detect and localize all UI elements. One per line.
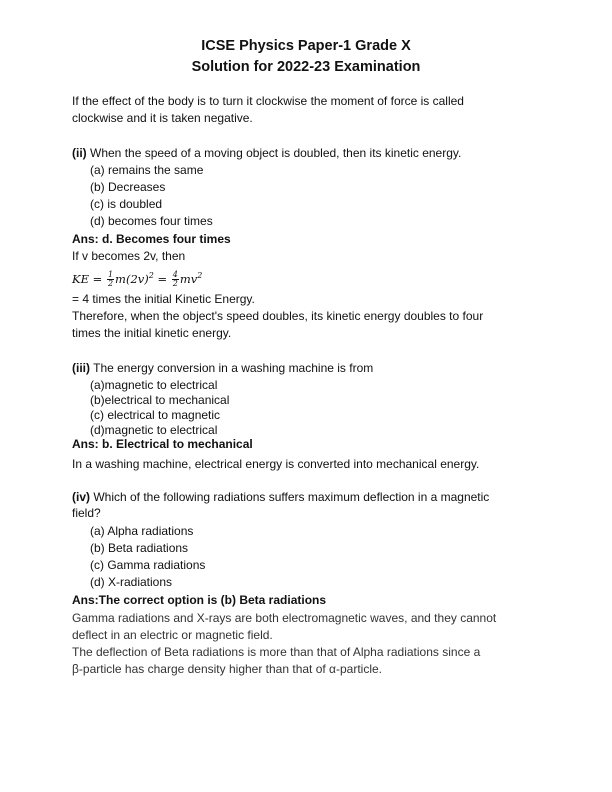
- equation-middle-term: m(2v): [115, 271, 149, 286]
- question-2: [72, 146, 461, 161]
- question-3-option-d: (d)magnetic to electrical: [90, 423, 218, 437]
- question-3-option-b: (b)electrical to mechanical: [90, 393, 230, 407]
- question-2-explanation-1: If v becomes 2v, then: [72, 249, 186, 263]
- question-4-number: (iv): [72, 490, 90, 504]
- question-2-text: When the speed of a moving object is doubled, then its kinetic energy.: [86, 146, 462, 160]
- question-3-explanation-1: In a washing machine, electrical energy is converted into mechanical energy.: [72, 457, 480, 471]
- page-subtitle: Solution for 2022-23 Examination: [191, 59, 421, 75]
- question-2-answer: Ans: d. Becomes four times: [72, 232, 231, 246]
- question-3-option-a: (a)magnetic to electrical: [90, 378, 218, 392]
- question-4-option-a: (a) Alpha radiations: [90, 524, 194, 538]
- question-3-answer: Ans: b. Electrical to mechanical: [72, 437, 253, 451]
- question-3-number: (iii): [72, 361, 90, 375]
- question-2-number: (ii): [72, 146, 87, 160]
- question-2-option-a: (a) remains the same: [90, 163, 204, 177]
- question-3: [72, 361, 373, 376]
- equation-exponent-1: 2: [148, 271, 154, 280]
- question-2-explanation-3: Therefore, when the object's speed doubles, its kinetic energy doubles to four: [72, 309, 484, 323]
- intro-line-2: clockwise and it is taken negative.: [72, 111, 253, 125]
- question-2-explanation-4: times the initial kinetic energy.: [72, 326, 232, 340]
- question-3-option-c: (c) electrical to magnetic: [90, 408, 221, 422]
- fraction-2-denominator: 2: [172, 279, 178, 289]
- fraction-1-numerator: 1: [107, 270, 114, 280]
- equation-ke: KE: [72, 271, 89, 286]
- equation-fraction-2: [172, 271, 179, 288]
- question-4-option-c: (c) Gamma radiations: [90, 558, 206, 572]
- question-4-explanation-1: Gamma radiations and X-rays are both electromagnetic waves, and they cannot: [72, 611, 497, 625]
- question-3-text: The energy conversion in a washing machine is from: [90, 361, 374, 375]
- equation-fraction-1: [107, 271, 114, 288]
- question-2-option-c: (c) is doubled: [90, 197, 163, 211]
- equation-exponent-2: 2: [197, 271, 203, 280]
- question-4-answer: Ans:The correct option is (b) Beta radiations: [72, 593, 327, 607]
- fraction-1-denominator: 2: [107, 279, 114, 289]
- question-4-explanation-2: deflect in an electric or magnetic field.: [72, 628, 273, 642]
- question-4-text: Which of the following radiations suffers maximum deflection in a magnetic: [90, 490, 490, 504]
- equation-equals-2: =: [157, 271, 168, 286]
- fraction-2-numerator: 4: [172, 270, 178, 280]
- question-4-explanation-3: The deflection of Beta radiations is more than that of Alpha radiations since a: [72, 645, 481, 659]
- question-4-option-b: (b) Beta radiations: [90, 541, 189, 555]
- question-4: [72, 490, 489, 505]
- question-2-option-d: (d) becomes four times: [90, 214, 213, 228]
- page-title: ICSE Physics Paper-1 Grade X: [201, 38, 411, 54]
- intro-line-1: If the effect of the body is to turn it clockwise the moment of force is called: [72, 94, 464, 108]
- question-4-text-line-2: field?: [72, 506, 101, 520]
- question-4-explanation-4: β-particle has charge density higher than that of α-particle.: [72, 662, 383, 676]
- kinetic-energy-equation: [72, 268, 202, 288]
- equation-equals-1: =: [92, 271, 103, 286]
- equation-end-term: mv: [179, 271, 198, 286]
- question-4-option-d: (d) X-radiations: [90, 575, 173, 589]
- question-2-option-b: (b) Decreases: [90, 180, 166, 194]
- question-2-explanation-2: = 4 times the initial Kinetic Energy.: [72, 292, 255, 306]
